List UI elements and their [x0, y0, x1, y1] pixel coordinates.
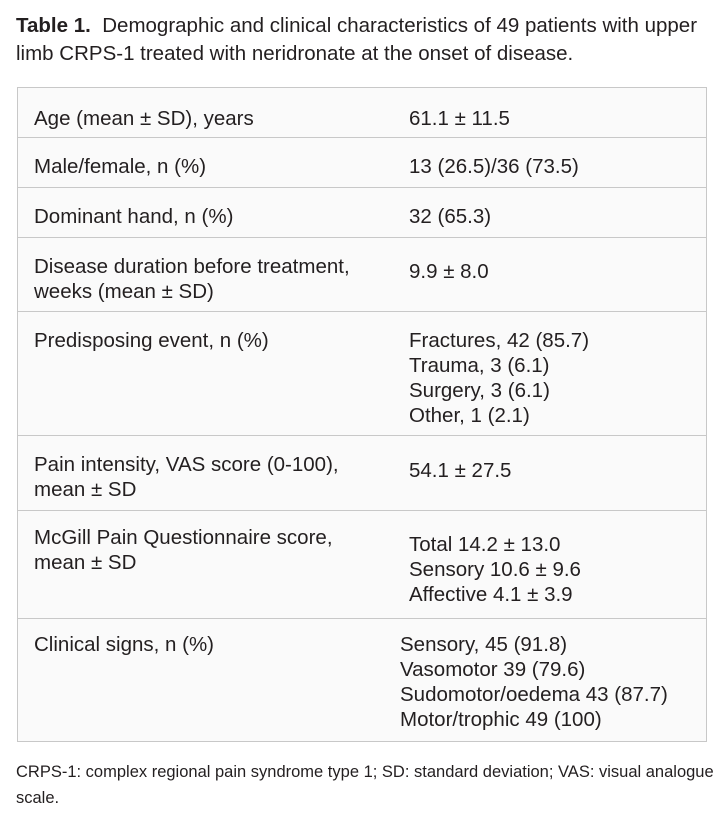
row-value: 9.9 ± 8.0: [409, 260, 489, 283]
row-label: Predisposing event, n (%): [34, 329, 269, 352]
table-row: [18, 436, 706, 511]
row-label: Clinical signs, n (%): [34, 633, 214, 656]
table-caption: [16, 12, 716, 68]
row-label: Disease duration before treatment, weeks (mean ± SD): [34, 255, 350, 303]
row-value: 13 (26.5)/36 (73.5): [409, 155, 579, 178]
row-value: 61.1 ± 11.5: [409, 107, 510, 130]
row-values: [409, 154, 704, 179]
table-row: [18, 511, 706, 619]
row-label: Male/female, n (%): [34, 155, 207, 178]
row-value: Trauma, 3 (6.1): [409, 354, 550, 377]
row-value: Sensory 10.6 ± 9.6: [409, 558, 581, 581]
row-values: [409, 259, 704, 284]
row-value: Other, 1 (2.1): [409, 404, 530, 427]
row-value: Vasomotor 39 (79.6): [400, 658, 586, 681]
table-row: [18, 138, 706, 188]
table-caption-text: Demographic and clinical characteristics of 49 patients with upper limb CRPS-1 treated with neridronate at the onset of disease.: [16, 14, 698, 65]
table-row: [18, 238, 706, 312]
row-label: McGill Pain Questionnaire score, mean ± SD: [34, 526, 333, 574]
table-row: [18, 88, 706, 138]
row-value: Sudomotor/oedema 43 (87.7): [400, 683, 668, 706]
table-row: [18, 312, 706, 436]
row-values: [409, 106, 704, 131]
row-values: [409, 328, 704, 428]
table-caption-label: Table 1.: [16, 14, 91, 37]
characteristics-table: [17, 87, 707, 742]
row-value: Fractures, 42 (85.7): [409, 329, 590, 352]
row-label: Age (mean ± SD), years: [34, 107, 254, 130]
row-values: [409, 204, 704, 229]
row-values: [400, 632, 695, 732]
row-value: 54.1 ± 27.5: [409, 459, 512, 482]
row-value: Affective 4.1 ± 3.9: [409, 583, 573, 606]
row-label: Pain intensity, VAS score (0-100), mean ± SD: [34, 453, 339, 501]
row-value: Sensory, 45 (91.8): [400, 633, 568, 656]
row-values: [409, 532, 704, 607]
row-value: Surgery, 3 (6.1): [409, 379, 550, 402]
table-footnote: CRPS-1: complex regional pain syndrome type 1; SD: standard deviation; VAS: visual analogue scale.: [16, 763, 714, 807]
table-row: [18, 619, 706, 741]
row-value: Total 14.2 ± 13.0: [409, 533, 561, 556]
row-value: 32 (65.3): [409, 205, 492, 228]
row-value: Motor/trophic 49 (100): [400, 708, 602, 731]
row-label: Dominant hand, n (%): [34, 205, 234, 228]
row-values: [409, 458, 704, 483]
table-row: [18, 188, 706, 238]
